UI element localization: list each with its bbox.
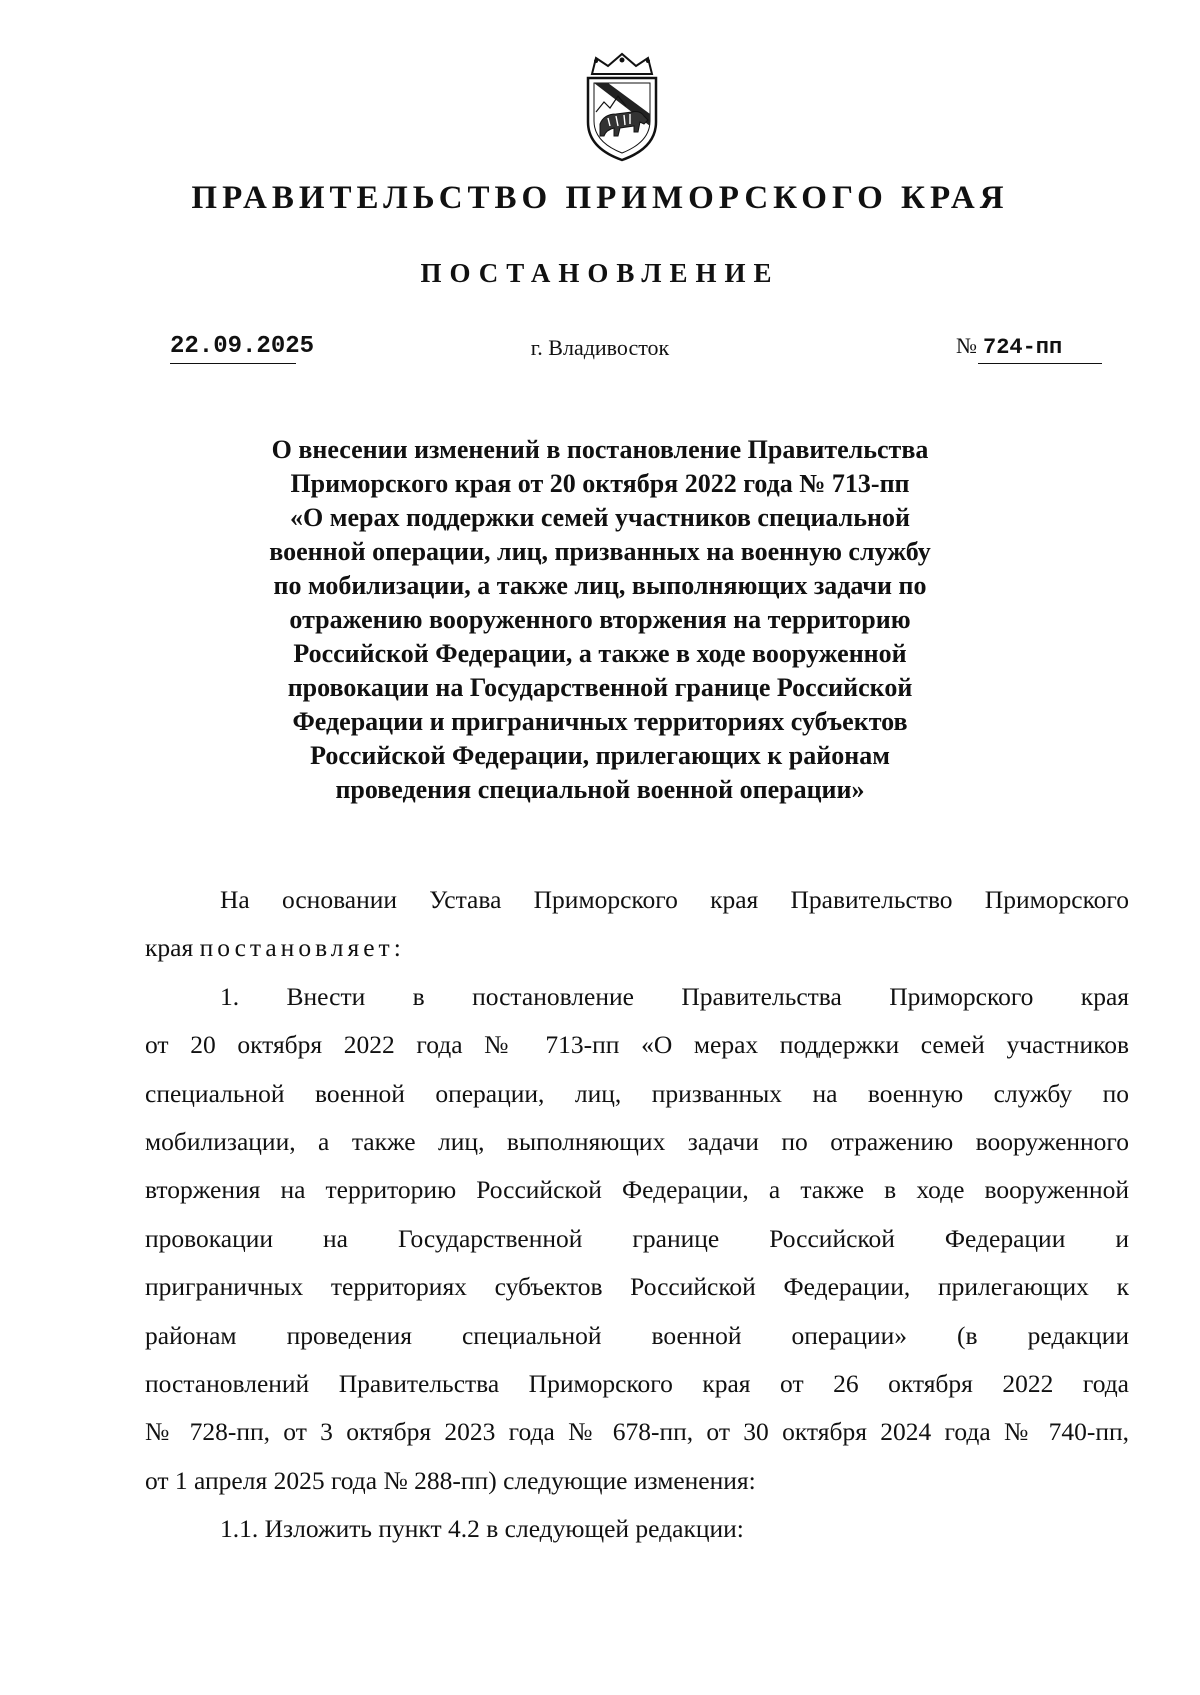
- number-value: 724-пп: [983, 335, 1063, 360]
- date-underline: [170, 363, 296, 364]
- number-underline: [978, 363, 1102, 364]
- title-line: отражению вооруженного вторжения на территорию: [289, 605, 911, 634]
- title-line: Российской Федерации, а также в ходе вооруженной: [293, 639, 907, 668]
- document-date: 22.09.2025: [170, 333, 315, 360]
- item-1-line: вторжения на территорию Российской Федерации, а также в ходе вооруженной: [145, 1175, 1129, 1205]
- organization-name: ПРАВИТЕЛЬСТВО ПРИМОРСКОГО КРАЯ: [191, 180, 1009, 216]
- item-1-line: от 1 апреля 2025 года № 288-пп) следующие изменения:: [145, 1465, 756, 1495]
- document-title: [250, 433, 950, 807]
- item-1-line: постановлений Правительства Приморского края от 26 октября 2022 года: [145, 1368, 1129, 1398]
- document-meta-row: [0, 333, 1200, 373]
- preamble-start: края: [145, 933, 194, 963]
- preamble-line-2: [145, 924, 1129, 972]
- item-1-1: 1.1. Изложить пункт 4.2 в следующей редакции:: [220, 1514, 744, 1544]
- item-1-line: районам проведения специальной военной операции» (в редакции: [145, 1320, 1129, 1350]
- title-line: военной операции, лиц, призванных на военную службу: [269, 537, 931, 566]
- item-1-line: 1. Внести в постановление Правительства Приморского края: [220, 981, 1129, 1011]
- title-line: «О мерах поддержки семей участников специальной: [290, 503, 910, 532]
- document-type: ПОСТАНОВЛЕНИЕ: [420, 258, 780, 288]
- number-sign: №: [956, 333, 977, 358]
- title-line: О внесении изменений в постановление Правительства: [271, 435, 929, 464]
- item-1-line: № 728-пп, от 3 октября 2023 года № 678-пп, от 30 октября 2024 года № 740-пп,: [145, 1417, 1129, 1447]
- document-body: [145, 876, 1129, 1553]
- item-1-line: специальной военной операции, лиц, призванных на военную службу по: [145, 1078, 1129, 1108]
- coat-of-arms-icon: [578, 52, 666, 164]
- preamble-decree-word: постановляет:: [199, 933, 405, 963]
- title-line: Приморского края от 20 октября 2022 года № 713-пп: [290, 469, 910, 498]
- document-city: г. Владивосток: [530, 335, 670, 360]
- item-1-line: от 20 октября 2022 года № 713-пп «О мерах поддержки семей участников: [145, 1030, 1129, 1060]
- item-1-line: провокации на Государственной границе Российской Федерации и: [145, 1223, 1129, 1253]
- title-line: по мобилизации, а также лиц, выполняющих задачи по: [273, 571, 927, 600]
- title-line: Российской Федерации, прилегающих к районам: [310, 741, 890, 770]
- title-line: Федерации и приграничных территориях субъектов: [292, 707, 908, 736]
- document-number: [956, 333, 1062, 360]
- preamble-line: На основании Устава Приморского края Правительство Приморского: [220, 885, 1129, 914]
- title-line: проведения специальной военной операции»: [335, 775, 865, 804]
- item-1-line: приграничных территориях субъектов Российской Федерации, прилегающих к: [145, 1272, 1129, 1302]
- title-line: провокации на Государственной границе Российской: [287, 673, 913, 702]
- item-1-line: мобилизации, а также лиц, выполняющих задачи по отражению вооруженного: [145, 1126, 1129, 1156]
